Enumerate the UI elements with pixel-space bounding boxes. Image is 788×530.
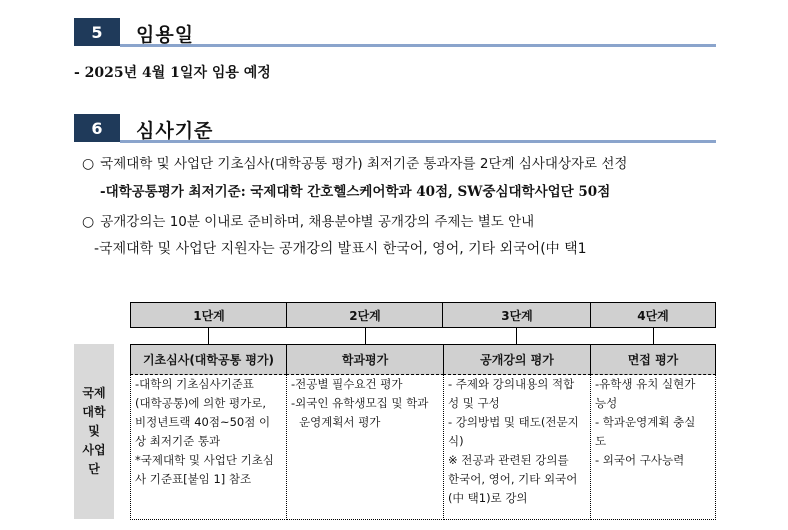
cell-line: -전공별 필수요건 평가 [291,377,403,391]
side-label-line: 대학 [82,404,106,419]
stage-4: 4단계 [590,302,716,328]
stage-1: 1단계 [130,302,288,328]
evaluation-table [130,344,716,520]
circle-bullet-icon: ○ [82,214,95,230]
stage-connector [365,328,366,344]
criteria-text: 공개강의는 10분 이내로 준비하며, 채용분야별 공개강의 주제는 별도 안내 [100,214,535,230]
cell-line: *국제대학 및 사업단 기초심 [135,453,274,467]
table-cell-basic-review [130,375,287,520]
side-label-line: 및 [88,423,100,438]
cell-line: -유학생 유치 실현가 [595,377,696,391]
cell-line: -외국인 유학생모집 및 학과 [291,396,429,410]
cell-line: 도 [595,434,607,448]
criteria-sub-1: -대학공통평가 최저기준: 국제대학 간호헬스케어학과 40점, SW중심대학사업단 50점 [100,184,611,200]
table-cell-department-review [286,375,444,520]
cell-line: -대학의 기초심사기준표 [135,377,254,391]
stage-2: 2단계 [286,302,444,328]
cell-line: - 강의방법 및 태도(전문지 [448,415,579,429]
cell-line: - 외국어 구사능력 [595,453,685,467]
cell-line: (中 택1)로 강의 [448,491,528,505]
cell-line: ※ 전공과 관련된 강의를 [448,453,569,467]
section-divider [120,44,716,47]
section-6-header [74,114,716,144]
cell-line: 능성 [595,396,618,410]
criteria-item-2 [82,210,534,230]
section-title: 심사기준 [136,120,214,142]
stage-connector [516,328,517,344]
appointment-date: - 2025년 4월 1일자 임용 예정 [74,65,271,81]
cell-line: - 주제와 강의내용의 적합 [448,377,575,391]
cell-line: (대학공통)에 의한 평가로, [135,396,267,410]
cell-line: 운영계획서 평가 [299,415,381,429]
table-header: 기초심사(대학공통 평가) [130,344,287,375]
criteria-item-1 [82,152,627,172]
table-header: 면접 평가 [590,344,716,375]
table-cell-lecture-review [443,375,591,520]
section-title: 임용일 [136,24,195,46]
section-number: 5 [74,18,120,46]
side-label-line: 사업 [82,443,106,458]
cell-line: 비정년트랙 40점~50점 이 [135,415,271,429]
table-header: 학과평가 [286,344,444,375]
stage-connector [208,328,209,344]
circle-bullet-icon: ○ [82,156,95,172]
section-5-header [74,18,716,48]
table-cell-interview-review [590,375,716,520]
side-label-line: 국제 [82,385,106,400]
criteria-text: 국제대학 및 사업단 기초심사(대학공통 평가) 최저기준 통과자를 2단계 심사대상자로 선정 [100,156,628,172]
cell-line: 식) [448,434,464,448]
section-number: 6 [74,114,120,142]
cell-line: - 학과운영계획 충실 [595,415,696,429]
cell-line: 사 기준표[붙임 1] 참조 [135,472,252,486]
cell-line: 한국어, 영어, 기타 외국어 [448,472,578,486]
table-header: 공개강의 평가 [443,344,591,375]
cell-line: 성 및 구성 [448,396,500,410]
side-label [74,344,114,519]
stage-connector [653,328,654,344]
cell-line: 상 최저기준 통과 [135,434,221,448]
stage-3: 3단계 [442,302,592,328]
side-label-line: 단 [88,462,100,477]
criteria-sub-2: -국제대학 및 사업단 지원자는 공개강의 발표시 한국어, 영어, 기타 외국어(中 택1 [94,241,587,257]
